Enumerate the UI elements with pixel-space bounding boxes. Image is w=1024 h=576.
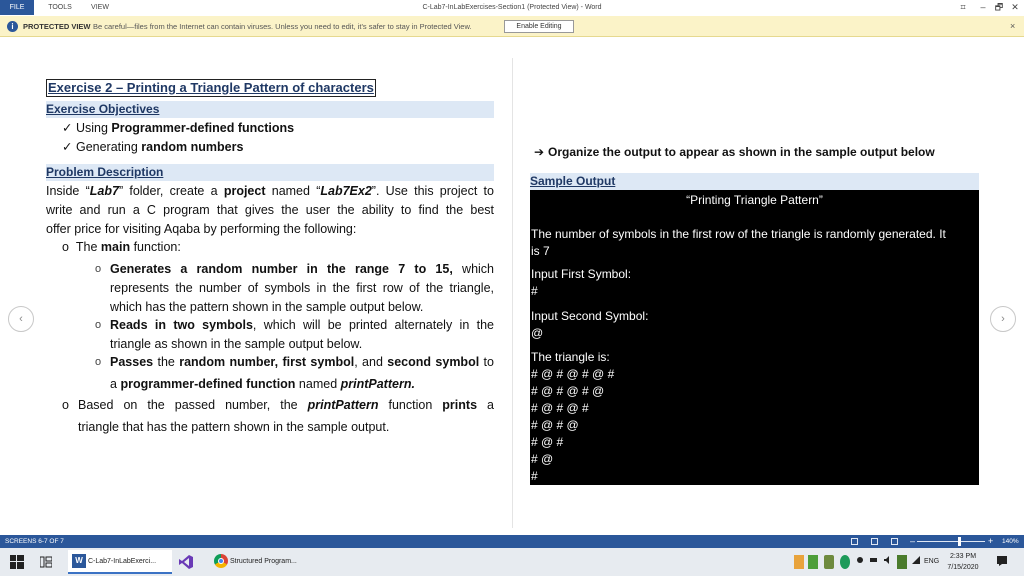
bullet-icon: o: [62, 240, 69, 254]
taskbar-word-document[interactable]: W C-Lab7-InLabExerci...: [68, 550, 172, 574]
print-layout-icon[interactable]: [871, 538, 878, 545]
previous-screen-icon[interactable]: ‹: [8, 306, 34, 332]
visual-studio-icon[interactable]: [178, 550, 202, 574]
screen-count: SCREENS 6-7 OF 7: [5, 538, 64, 545]
protected-view-message: Be careful—files from the Internet can contain viruses. Unless you need to edit, it's safer to stay in Protected View.: [93, 22, 472, 31]
triangle-row: # @ # @ #: [531, 401, 589, 415]
bullet-icon: o: [95, 263, 102, 275]
console-prompt: Input Second Symbol:: [531, 309, 649, 323]
intro-line-3: offer price for visiting Aqaba by performing the following:: [46, 222, 357, 236]
sub-item-2-line-1: Reads in two symbols, which will be printed alternately in the: [110, 318, 494, 332]
zoom-in-button[interactable]: +: [988, 536, 994, 546]
console-line: The number of symbols in the first row of the triangle is randomly generated. It: [531, 227, 946, 241]
triangle-row: #: [531, 469, 538, 483]
tray-app-icon[interactable]: [824, 555, 834, 569]
organize-instruction: ➔ Organize the output to appear as shown in the sample output below: [534, 145, 935, 159]
notifications-icon[interactable]: [996, 555, 1008, 569]
main-function-item: o The main function:: [62, 240, 181, 254]
info-shield-icon: i: [7, 21, 18, 32]
triangle-row: # @ #: [531, 435, 564, 449]
tray-app-icon[interactable]: [794, 555, 804, 569]
protected-view-bar: [0, 16, 1024, 37]
page-divider: [512, 58, 513, 528]
close-window-button[interactable]: ✕: [1011, 2, 1019, 12]
intro-line-2: write and run a C program that gives the user the ability to find the best: [46, 203, 494, 217]
bullet-icon: o: [62, 398, 69, 412]
language-indicator[interactable]: ENG: [924, 558, 940, 565]
minimize-button[interactable]: –: [980, 2, 986, 12]
bullet-icon: o: [95, 319, 102, 331]
console-input: #: [531, 284, 538, 298]
exercise-title: Exercise 2 – Printing a Triangle Pattern of characters: [48, 80, 374, 95]
enable-editing-button[interactable]: Enable Editing: [504, 20, 574, 33]
task-view-icon[interactable]: [40, 550, 56, 574]
sub-item-2-line-2: triangle as shown in the sample output below.: [110, 337, 363, 351]
tools-tab[interactable]: TOOLS: [48, 4, 72, 11]
tray-app-icon[interactable]: [897, 555, 907, 569]
window-title: C-Lab7-InLabExercises-Section1 (Protected View) - Word: [422, 4, 602, 11]
taskbar: [0, 548, 1024, 576]
sub-item-1-line-1: Generates a random number in the range 7 to 15, which: [110, 262, 494, 276]
sample-output-console: [530, 190, 979, 485]
file-tab[interactable]: FILE: [0, 0, 34, 15]
wifi-icon[interactable]: [911, 555, 921, 569]
bullet-icon: o: [95, 356, 102, 368]
zoom-slider[interactable]: [917, 541, 985, 542]
console-line: The triangle is:: [531, 350, 610, 364]
volume-icon[interactable]: [883, 555, 893, 569]
zoom-level[interactable]: 140%: [1002, 538, 1019, 545]
menu-bar: [0, 0, 1024, 15]
triangle-row: # @: [531, 452, 554, 466]
taskbar-chrome-window[interactable]: Structured Program...: [210, 550, 314, 574]
based-item-line-2: triangle that has the pattern shown in the sample output.: [78, 420, 390, 434]
objectives-heading: Exercise Objectives: [46, 101, 494, 118]
tray-app-icon[interactable]: [840, 555, 850, 569]
objective-item: ✓ Generating random numbers: [62, 140, 244, 154]
sub-item-3-line-1: Passes the random number, first symbol, and second symbol to: [110, 355, 494, 369]
checkmark-icon: ✓: [62, 140, 73, 154]
ribbon-display-icon[interactable]: ⌗: [960, 2, 966, 12]
protected-view-label: PROTECTED VIEW: [23, 22, 91, 31]
console-input: @: [531, 326, 544, 340]
triangle-row: # @ # @ # @ #: [531, 367, 615, 381]
web-layout-icon[interactable]: [891, 538, 898, 545]
next-screen-icon[interactable]: ›: [990, 306, 1016, 332]
zoom-out-button[interactable]: –: [910, 536, 916, 546]
sub-item-1-line-3: which has the pattern shown in the sample output below.: [110, 300, 424, 314]
brightness-icon[interactable]: [855, 555, 865, 569]
clock[interactable]: 2:33 PM 7/15/2020: [947, 553, 979, 571]
restore-button[interactable]: 🗗: [994, 2, 1004, 12]
tray-app-icon[interactable]: [808, 555, 818, 569]
sub-item-1-line-2: represents the number of symbols in the first row of the triangle,: [110, 281, 494, 295]
view-tab[interactable]: VIEW: [91, 4, 109, 11]
windows-start-icon[interactable]: [10, 550, 30, 574]
based-item-line-1: Based on the passed number, the printPattern function prints a: [78, 398, 494, 412]
status-bar: [0, 535, 1024, 548]
console-title: “Printing Triangle Pattern”: [686, 193, 823, 207]
intro-line-1: Inside “Lab7” folder, create a project named “Lab7Ex2”. Use this project to: [46, 184, 494, 198]
arrow-right-icon: ➔: [534, 145, 545, 159]
zoom-slider-thumb[interactable]: [958, 537, 961, 546]
read-mode-icon[interactable]: [851, 538, 858, 545]
chrome-icon: [214, 554, 228, 568]
problem-heading: Problem Description: [46, 164, 494, 181]
objective-item: ✓ Using Programmer-defined functions: [62, 121, 295, 135]
console-prompt: Input First Symbol:: [531, 267, 632, 281]
checkmark-icon: ✓: [62, 121, 73, 135]
sub-item-3-line-2: a programmer-defined function named printPattern.: [110, 377, 415, 391]
console-line: is 7: [531, 244, 550, 258]
battery-icon[interactable]: [869, 555, 879, 569]
sample-output-heading: Sample Output: [530, 173, 979, 190]
close-message-bar-icon[interactable]: ×: [1010, 21, 1016, 31]
word-icon: W: [72, 554, 86, 568]
triangle-row: # @ # @ # @: [531, 384, 605, 398]
triangle-row: # @ # @: [531, 418, 579, 432]
